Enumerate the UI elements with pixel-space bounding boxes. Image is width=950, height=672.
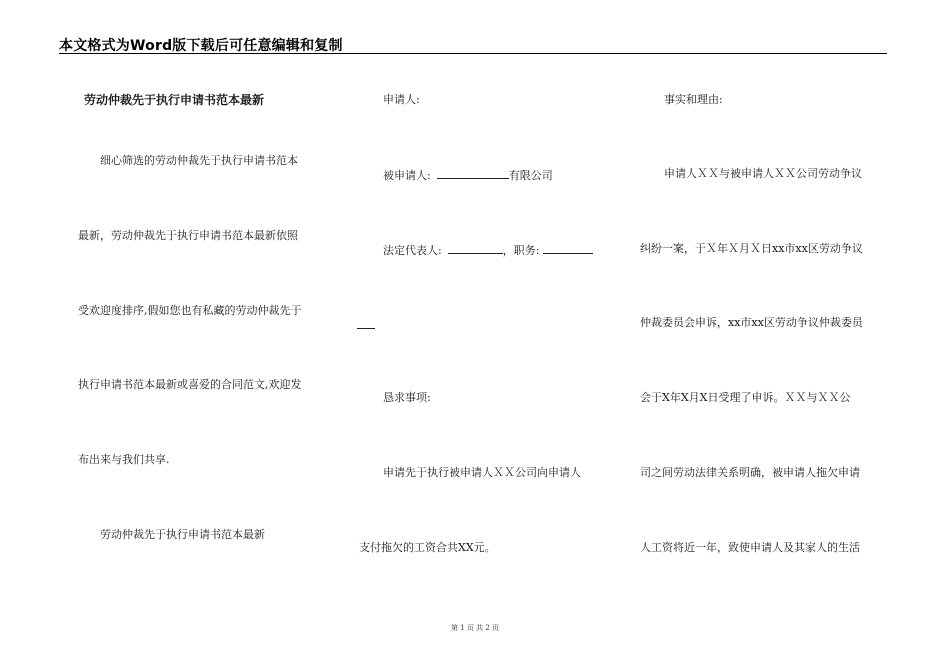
- claims-label: 恳求事项:: [383, 391, 431, 404]
- header-title: 本文格式为Word版下载后可任意编辑和复制: [59, 38, 343, 54]
- legal-rep-label: 法定代表人:: [383, 244, 442, 257]
- col1-line: 最新，劳动仲裁先于执行申请书范本最新依照: [78, 229, 298, 242]
- respondent-suffix: 有限公司: [508, 169, 553, 182]
- col3-line: 人工资将近一年，致使申请人及其家人的生活: [640, 541, 860, 554]
- col1-line: 细心筛选的劳动仲裁先于执行申请书范本: [100, 154, 298, 167]
- col3-line: 会于X年X月X日受理了申诉。ＸＸ与ＸＸ公: [640, 391, 851, 404]
- page-footer: 第 1 页 共 2 页: [450, 624, 500, 632]
- col3-line: 仲裁委员会申诉，xx市xx区劳动争议仲裁委员: [640, 316, 863, 329]
- applicant-label: 申请人:: [383, 93, 420, 106]
- col1-line: 执行申请书范本最新或喜爱的合同范文,欢迎发: [78, 378, 302, 391]
- col1-line: 布出来与我们共享.: [78, 453, 170, 466]
- position-blank: [543, 242, 593, 254]
- respondent-label: 被申请人:: [383, 169, 431, 182]
- claim-line: 支付拖欠的工资合共XX元。: [359, 541, 496, 554]
- claim-line: 申请先于执行被申请人ＸＸ公司向申请人: [383, 466, 581, 479]
- header-divider: [59, 53, 887, 54]
- respondent-blank: [437, 167, 509, 179]
- blank-stub: [357, 328, 375, 329]
- col3-line: 事实和理由:: [664, 93, 723, 106]
- col3-line: 纠纷一案，于Ｘ年Ｘ月Ｘ日xx市xx区劳动争议: [640, 242, 863, 255]
- legal-rep-blank: [448, 242, 503, 254]
- col1-line: 劳动仲裁先于执行申请书范本最新: [100, 528, 265, 541]
- respondent-line: [383, 167, 553, 183]
- col1-line: 受欢迎度排序,假如您也有私藏的劳动仲裁先于: [78, 304, 302, 317]
- col3-line: 司之间劳动法律关系明确，被申请人拖欠申请: [640, 466, 860, 479]
- col3-line: 申请人ＸＸ与被申请人ＸＸ公司劳动争议: [664, 167, 862, 180]
- position-label: ，职务:: [502, 244, 540, 257]
- document-title: 劳动仲裁先于执行申请书范本最新: [84, 93, 265, 107]
- legal-rep-line: [383, 242, 593, 258]
